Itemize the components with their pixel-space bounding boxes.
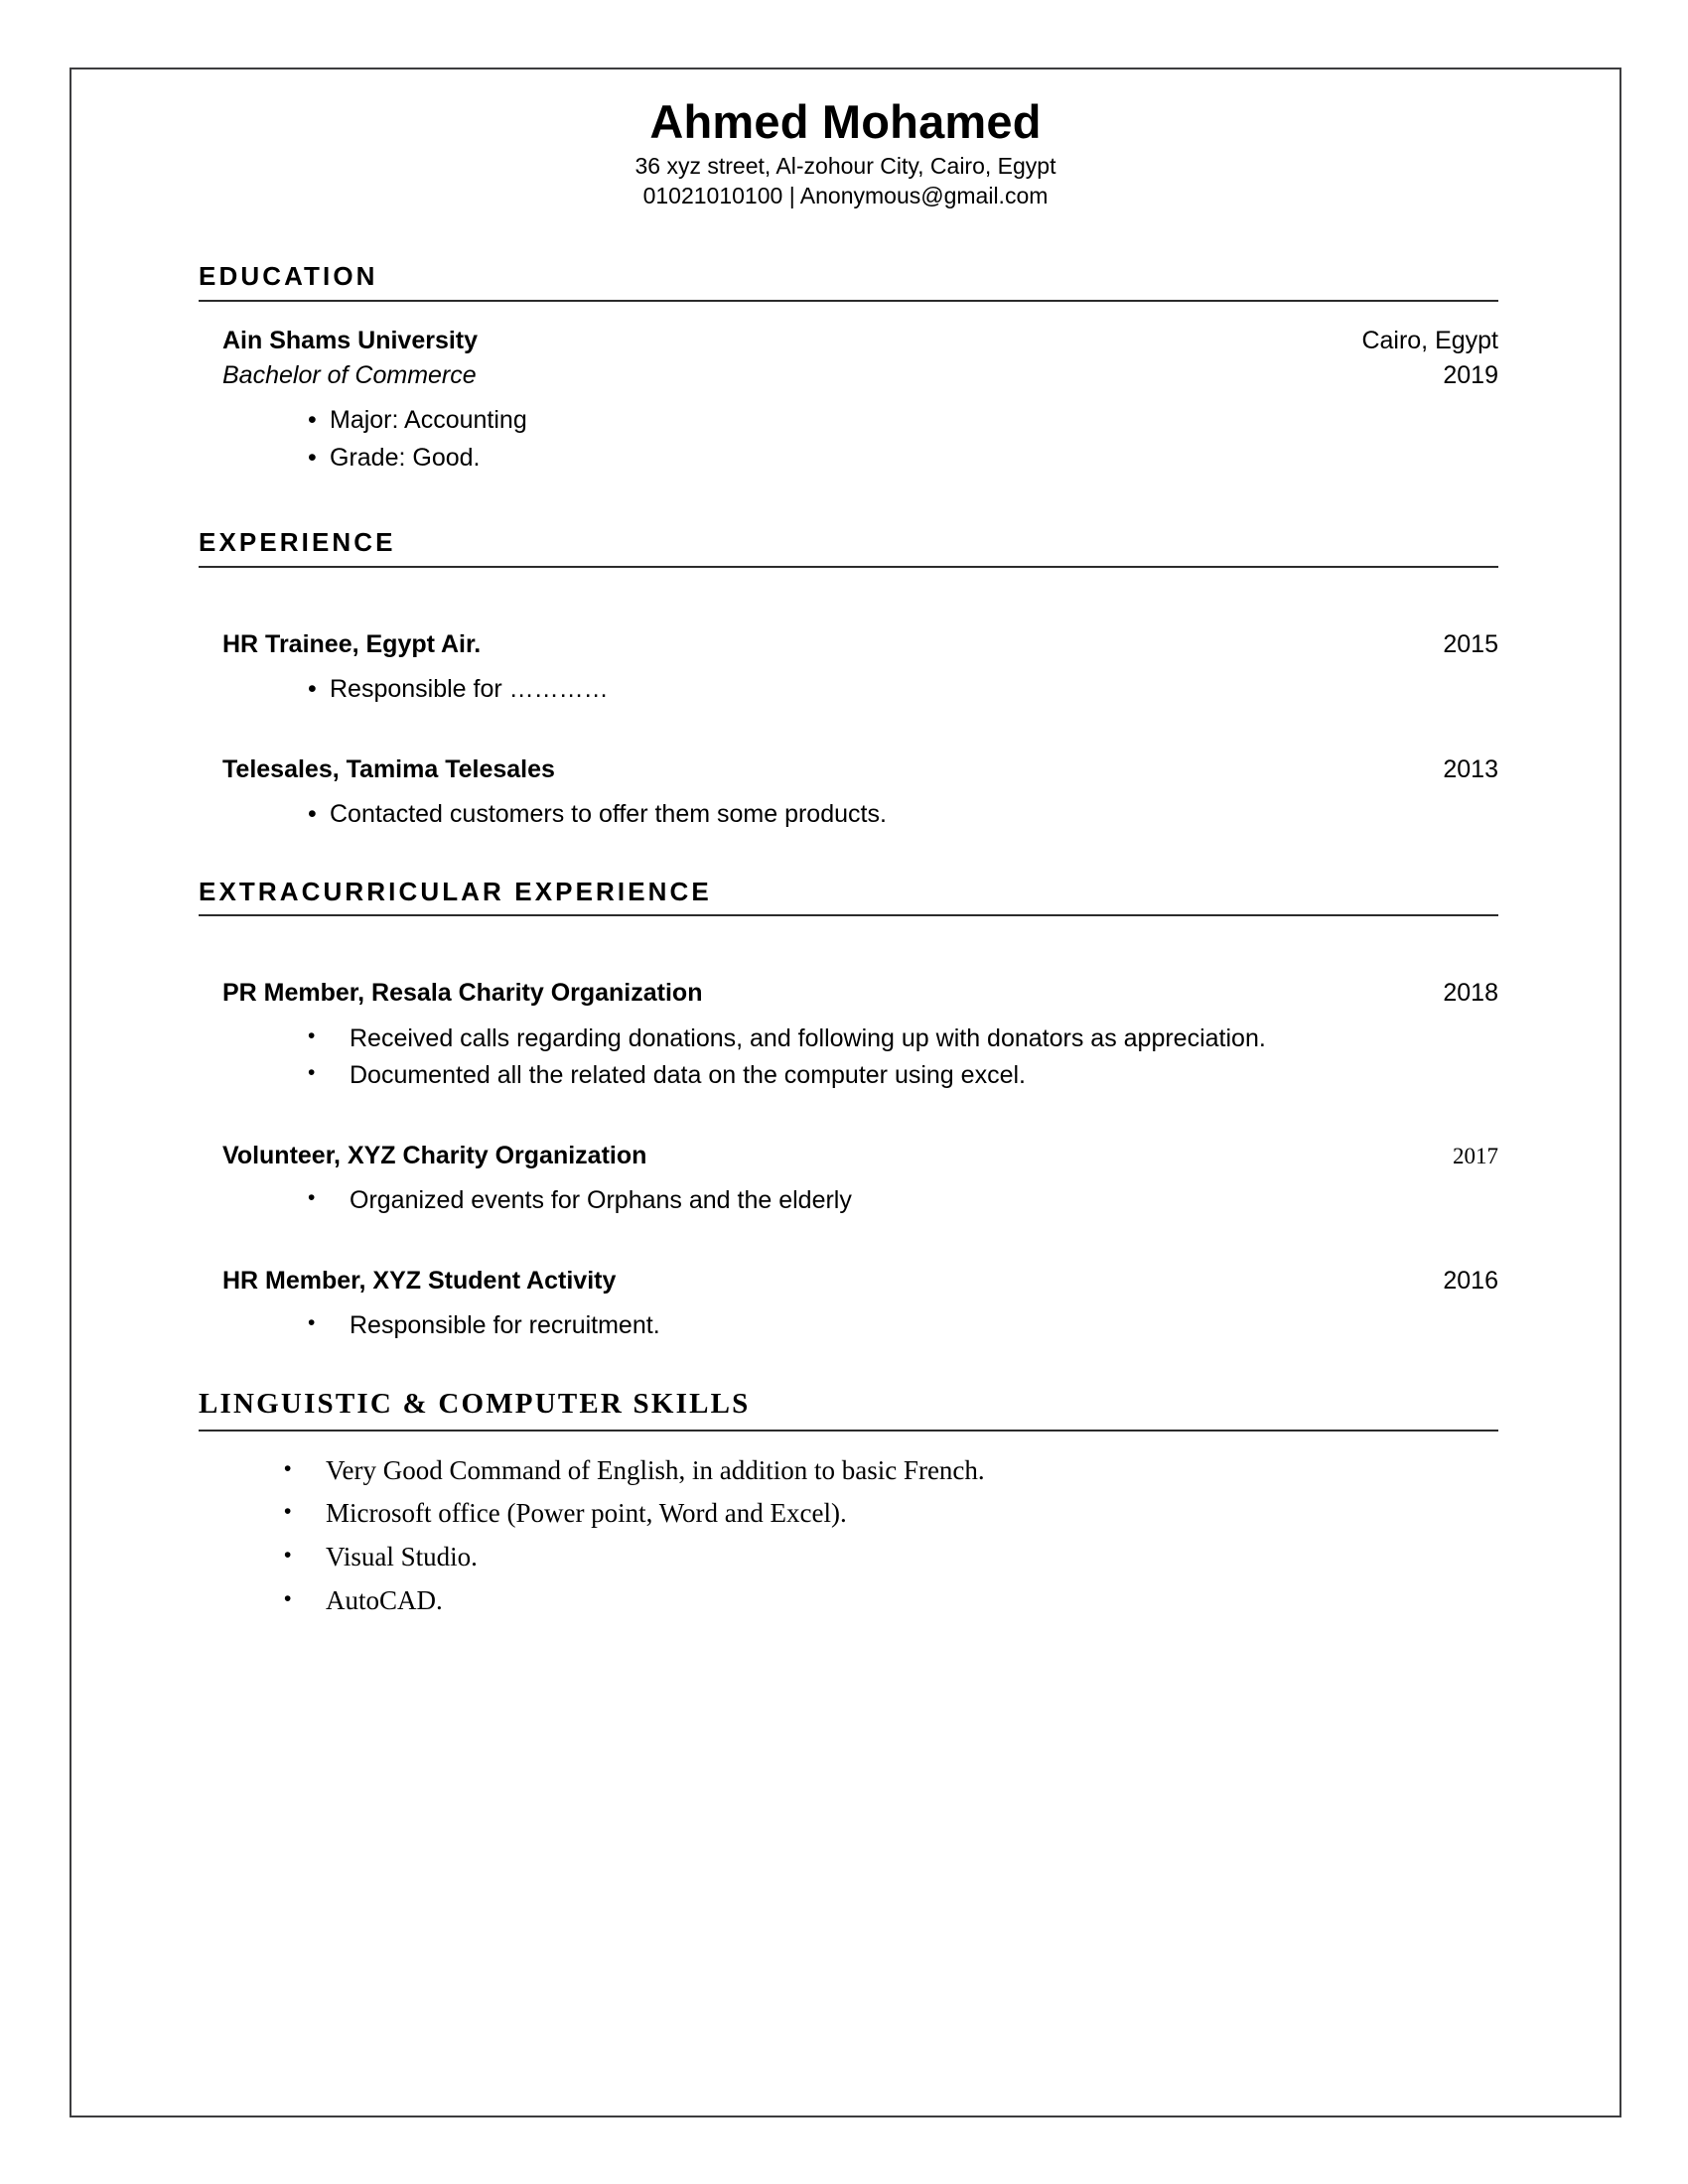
section-skills	[71, 1389, 1619, 1623]
list-item	[199, 1492, 1564, 1536]
list-item	[222, 1182, 1564, 1220]
education-entry	[199, 324, 1564, 477]
list-item	[222, 440, 1564, 478]
list-item	[222, 796, 1564, 834]
list-item-text: AutoCAD.	[326, 1584, 443, 1615]
bullet-icon: •	[308, 443, 317, 472]
list-item	[222, 1021, 1564, 1058]
address-line: 36 xyz street, Al-zohour City, Cairo, Egypt	[634, 152, 1056, 179]
list-item-text: Documented all the related data on the computer using excel.	[350, 1061, 1026, 1090]
list-item	[199, 1579, 1564, 1623]
bullet-icon: •	[284, 1586, 292, 1610]
resume-page	[70, 68, 1621, 2117]
skills-bullet-list	[199, 1449, 1564, 1623]
role-title: Volunteer, XYZ Charity Organization	[222, 1141, 647, 1169]
extracurricular-entry	[199, 976, 1564, 1095]
list-item-text: Contacted customers to offer them some products.	[330, 800, 887, 829]
degree-name: Bachelor of Commerce	[222, 360, 477, 389]
bullet-icon: •	[284, 1544, 292, 1568]
experience-entry	[199, 752, 1564, 834]
experience-bullet-list	[222, 671, 1564, 709]
list-item	[222, 402, 1564, 440]
bullet-icon: •	[308, 1061, 316, 1085]
list-item-text: Grade: Good.	[330, 443, 481, 472]
bullet-icon: •	[308, 1186, 316, 1210]
resume-header	[71, 69, 1619, 210]
section-heading-experience: EXPERIENCE	[199, 527, 396, 558]
candidate-name: Ahmed Mohamed	[649, 95, 1042, 148]
section-heading-extracurricular: EXTRACURRICULAR EXPERIENCE	[199, 876, 712, 906]
degree-year: 2019	[1443, 360, 1498, 389]
extracurricular-bullet-list	[222, 1307, 1564, 1345]
bullet-icon: •	[284, 1456, 292, 1480]
list-item-text: Organized events for Orphans and the elderly	[350, 1186, 852, 1215]
job-title: HR Trainee, Egypt Air.	[222, 629, 482, 658]
list-item	[222, 1307, 1564, 1345]
extracurricular-entry	[199, 1264, 1564, 1345]
role-year: 2018	[1443, 979, 1498, 1008]
list-item	[222, 671, 1564, 709]
bullet-icon: •	[308, 1311, 316, 1335]
list-item	[199, 1449, 1564, 1493]
list-item	[222, 1057, 1564, 1095]
list-item-text: Microsoft office (Power point, Word and Excel).	[326, 1498, 847, 1529]
list-item-text: Major: Accounting	[330, 406, 527, 435]
education-bullet-list	[222, 402, 1564, 477]
list-item-text: Responsible for …………	[330, 675, 609, 704]
section-heading-skills: LINGUISTIC & COMPUTER SKILLS	[199, 1387, 751, 1420]
contact-line: 01021010100 | Anonymous@gmail.com	[642, 183, 1049, 209]
list-item	[199, 1536, 1564, 1579]
bullet-icon: •	[308, 406, 317, 435]
bullet-icon: •	[308, 1024, 316, 1047]
school-location: Cairo, Egypt	[1361, 327, 1498, 355]
section-experience	[71, 528, 1619, 834]
job-year: 2013	[1443, 754, 1498, 783]
list-item-text: Responsible for recruitment.	[350, 1311, 660, 1340]
role-title: PR Member, Resala Charity Organization	[222, 979, 703, 1008]
bullet-icon: •	[308, 675, 317, 704]
list-item-text: Received calls regarding donations, and following up with donators as appreciation.	[350, 1024, 1266, 1052]
section-heading-education: EDUCATION	[199, 261, 378, 292]
job-year: 2015	[1443, 629, 1498, 658]
extracurricular-entry	[199, 1139, 1564, 1220]
bullet-icon: •	[308, 800, 317, 829]
extracurricular-bullet-list	[222, 1182, 1564, 1220]
experience-entry	[199, 627, 1564, 709]
list-item-text: Very Good Command of English, in addition to basic French.	[326, 1454, 985, 1485]
job-title: Telesales, Tamima Telesales	[222, 754, 555, 783]
bullet-icon: •	[284, 1500, 292, 1524]
school-name: Ain Shams University	[222, 327, 479, 355]
section-education	[71, 262, 1619, 477]
role-title: HR Member, XYZ Student Activity	[222, 1266, 617, 1295]
role-year: 2016	[1443, 1266, 1498, 1295]
section-extracurricular	[71, 878, 1619, 1345]
extracurricular-bullet-list	[222, 1021, 1564, 1095]
role-year: 2017	[1453, 1143, 1498, 1168]
list-item-text: Visual Studio.	[326, 1542, 478, 1572]
experience-bullet-list	[222, 796, 1564, 834]
